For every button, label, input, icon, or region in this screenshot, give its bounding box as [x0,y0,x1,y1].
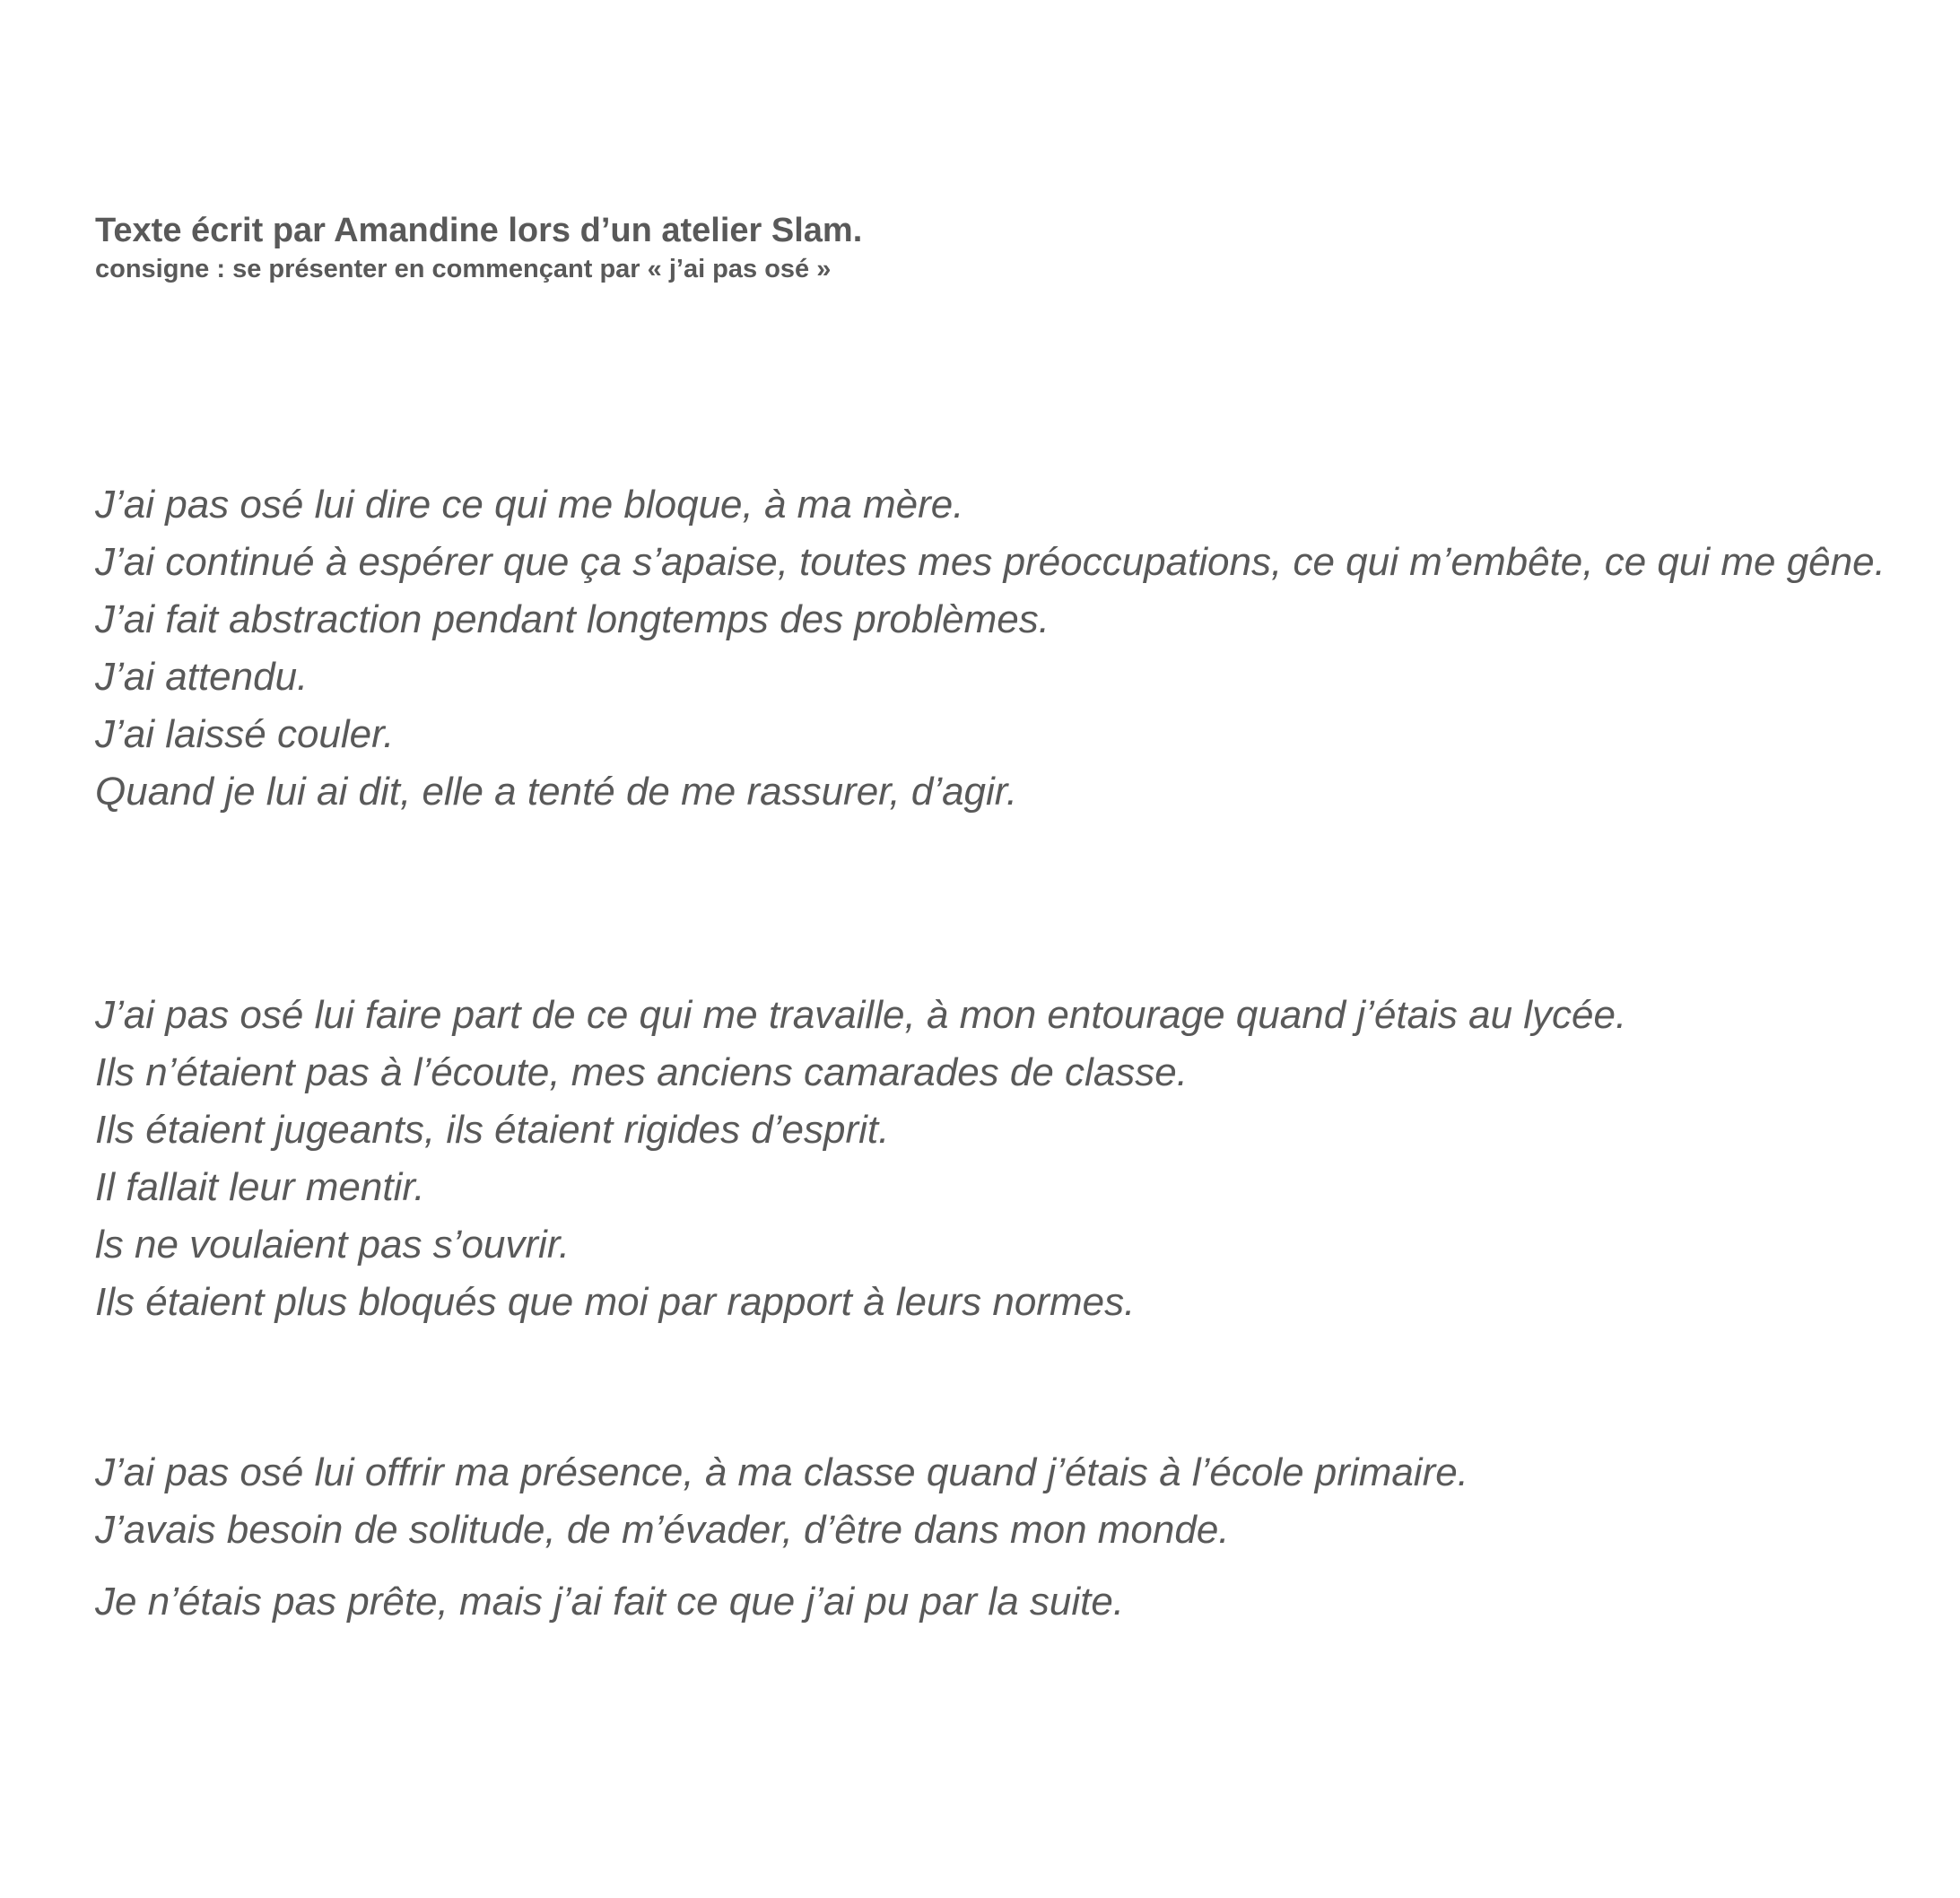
poem-line: Quand je lui ai dit, elle a tenté de me rassurer, d’agir. [95,770,1018,814]
poem-line: J’ai attendu. [95,655,309,699]
document-subtitle: consigne : se présenter en commençant par « j’ai pas osé » [95,255,832,283]
poem-line: J’ai pas osé lui offrir ma présence, à ma classe quand j’étais à l’école primaire. [95,1450,1468,1494]
stanza-1 [95,476,1907,821]
poem-line: Ils étaient plus bloqués que moi par rapport à leurs normes. [95,1280,1136,1324]
poem-line: ls ne voulaient pas s’ouvrir. [95,1223,571,1267]
document-header [95,208,862,285]
poem-line: Ils n’étaient pas à l’écoute, mes anciens camarades de classe. [95,1050,1188,1094]
poem-line: J’ai continué à espérer que ça s’apaise, toutes mes préoccupations, ce qui m’embête, ce qui me gêne. [95,540,1886,584]
poem-line: Je n’étais pas prête, mais j’ai fait ce que j’ai pu par la suite. [95,1580,1125,1624]
poem-line: J’ai laissé couler. [95,712,395,756]
poem-line: J’ai pas osé lui dire ce qui me bloque, à ma mère. [95,483,964,527]
poem-line: J’ai pas osé lui faire part de ce qui me travaille, à mon entourage quand j’étais au lycée. [95,993,1627,1037]
poem-line: Il fallait leur mentir. [95,1165,425,1209]
poem-line: Ils étaient jugeants, ils étaient rigides d’esprit. [95,1108,890,1152]
poem-line: J’ai fait abstraction pendant longtemps des problèmes. [95,597,1050,641]
document-title: Texte écrit par Amandine lors d’un atelier Slam. [95,212,863,249]
poem-line: J’avais besoin de solitude, de m’évader, d’être dans mon monde. [95,1508,1230,1552]
stanza-3 [95,1444,1907,1631]
stanza-2 [95,987,1907,1331]
